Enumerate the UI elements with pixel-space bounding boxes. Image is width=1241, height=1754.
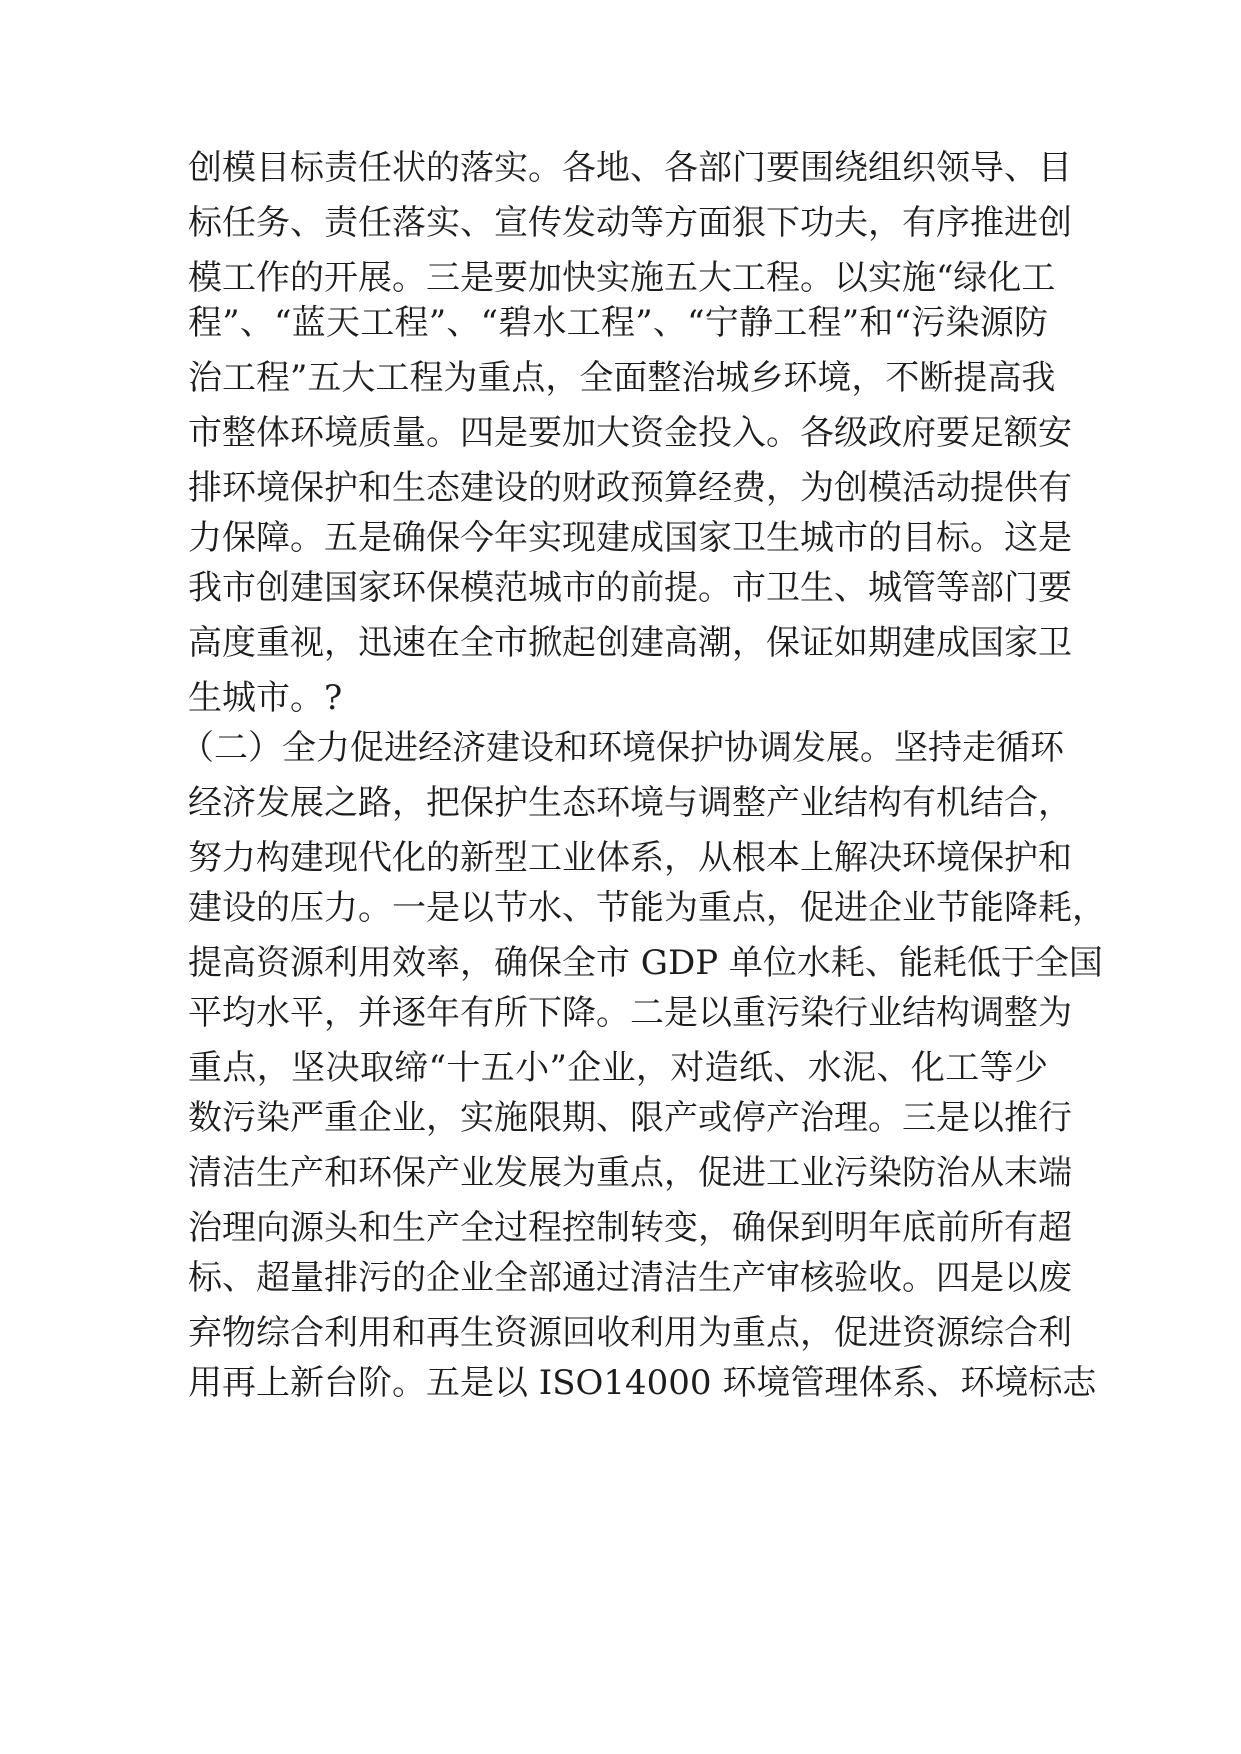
- text-line: 治理向源头和生产全过程控制转变，确保到明年底前所有超: [188, 1208, 1072, 1248]
- text-line: 建设的压力。一是以节水、节能为重点，促进企业节能降耗，: [188, 888, 1106, 928]
- text-line: 弃物综合利用和再生资源回收利用为重点，促进资源综合利: [188, 1313, 1072, 1353]
- text-line: 提高资源利用效率，确保全市 GDP 单位水耗、能耗低于全国: [188, 943, 1103, 983]
- text-line: 生城市。?: [188, 678, 343, 718]
- text-line: 标任务、责任落实、宣传发动等方面狠下功夫，有序推进创: [188, 203, 1072, 243]
- text-line: 数污染严重企业，实施限期、限产或停产治理。三是以推行: [188, 1098, 1072, 1138]
- text-line: 程”、“蓝天工程”、“碧水工程”、“宁静工程”和“污染源防: [188, 303, 1048, 343]
- section-heading-line: （二）全力促进经济建设和环境保护协调发展。坚持走循环: [180, 728, 1064, 768]
- text-line: 模工作的开展。三是要加快实施五大工程。以实施“绿化工: [188, 258, 1056, 298]
- text-line: 清洁生产和环保产业发展为重点，促进工业污染防治从末端: [188, 1153, 1072, 1193]
- text-line: 力保障。五是确保今年实现建成国家卫生城市的目标。这是: [188, 518, 1072, 558]
- text-line: 用再上新台阶。五是以 ISO14000 环境管理体系、环境标志: [188, 1363, 1097, 1403]
- text-line: 经济发展之路，把保护生态环境与调整产业结构有机结合，: [188, 783, 1072, 823]
- text-line: 我市创建国家环保模范城市的前提。市卫生、城管等部门要: [188, 568, 1072, 608]
- text-line: 努力构建现代化的新型工业体系，从根本上解决环境保护和: [188, 838, 1072, 878]
- text-line: 市整体环境质量。四是要加大资金投入。各级政府要足额安: [188, 413, 1072, 453]
- text-line: 治工程”五大工程为重点，全面整治城乡环境，不断提高我: [188, 358, 1056, 398]
- text-line: 重点，坚决取缔“十五小”企业，对造纸、水泥、化工等少: [188, 1048, 1048, 1088]
- text-line: 排环境保护和生态建设的财政预算经费，为创模活动提供有: [188, 468, 1072, 508]
- text-line: 标、超量排污的企业全部通过清洁生产审核验收。四是以废: [188, 1258, 1072, 1298]
- text-line: 创模目标责任状的落实。各地、各部门要围绕组织领导、目: [188, 148, 1072, 188]
- text-line: 高度重视，迅速在全市掀起创建高潮，保证如期建成国家卫: [188, 623, 1072, 663]
- text-line: 平均水平，并逐年有所下降。二是以重污染行业结构调整为: [188, 993, 1072, 1033]
